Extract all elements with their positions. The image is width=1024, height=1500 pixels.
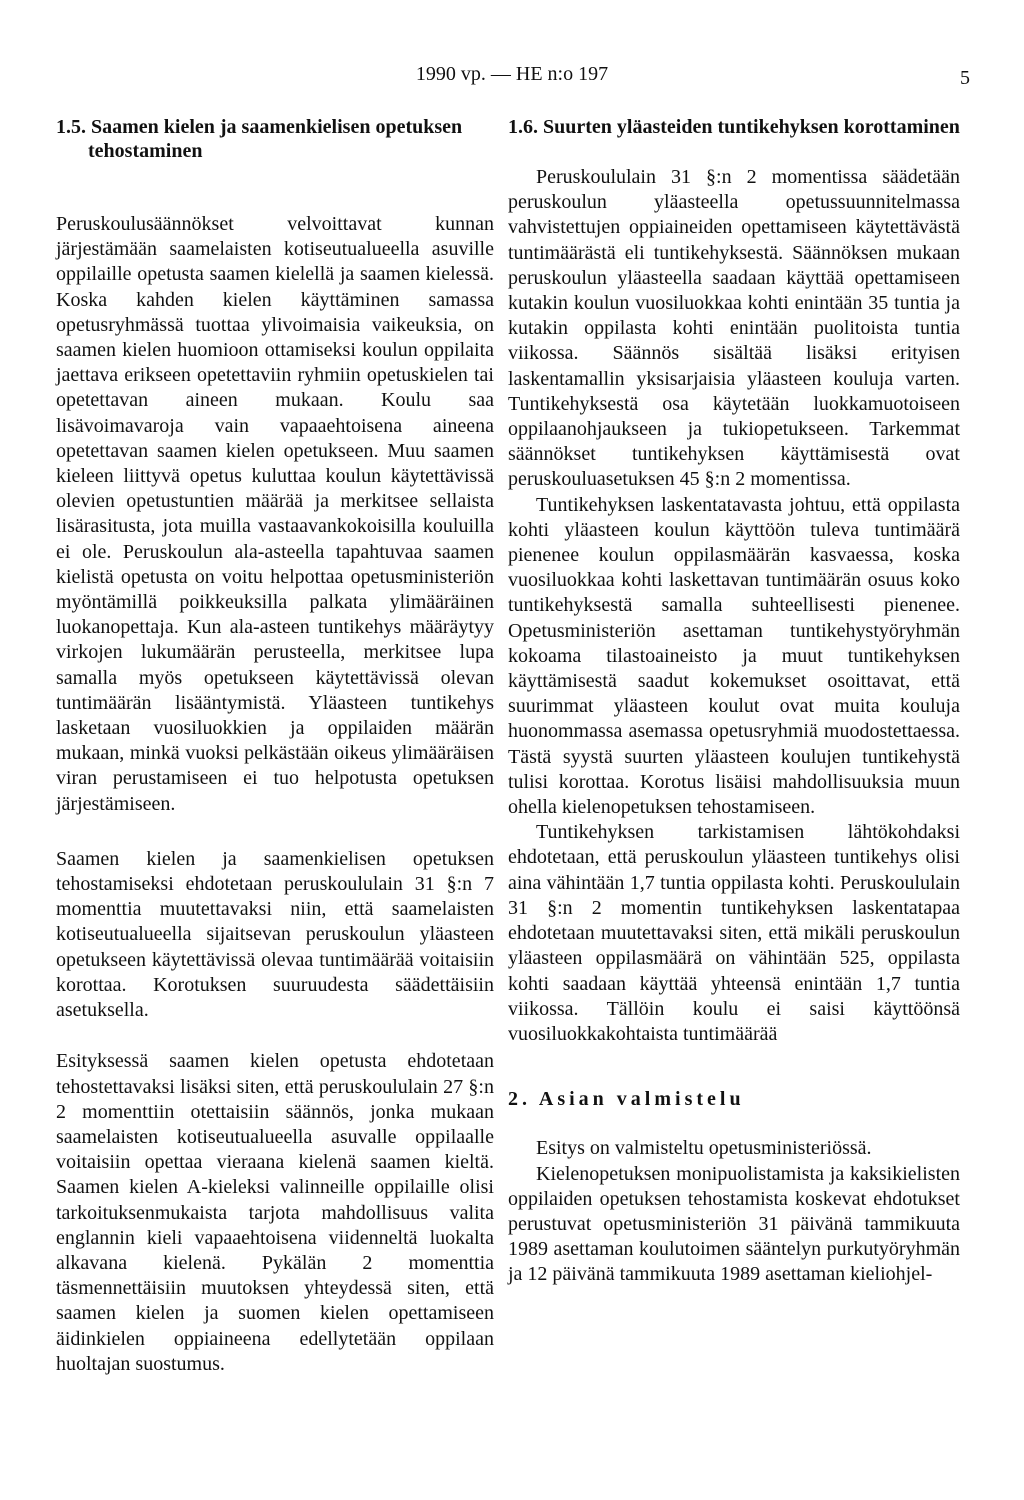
paragraph: Esityksessä saamen kielen opetusta ehdotetaan tehostettavaksi lisäksi siten, että peruskoululain 27 §:n 2 momenttiin otettaisiin säännös, jonka mukaan saamelaisten kotiseutualueella asuvalle oppilaalle voitaisiin opettaa vieraana kielenä saamen kieltä. Saamen kielen A-kieleksi valinneille oppilaille olisi tarkoituksenmukaista tarjota mahdollisuus valita englannin kieli vapaaehtoisena viidenneltä luokalta alkavana kielenä. Pykälän 2 momenttia täsmennettäisiin muutoksen yhteydessä siten, että saamen kielen ja suomen kielen opettamiseen äidinkielen oppiaineena edellytetään oppilaan huoltajan suostumus.: [56, 1050, 494, 1375]
paragraph: Esitys on valmisteltu opetusministeriössä.: [536, 1137, 872, 1160]
paragraph: Peruskoululain 31 §:n 2 momentissa säädetään peruskoulun yläasteella opetussuunnitelmassa vahvistettujen oppiaineiden opettamiseen käytettävästä tuntimäärästä eli tuntikehyksestä. Säännöksen mukaan peruskoulun yläasteella saadaan käyttää opettamiseen kutakin koulun vuosiluokkaa kohti enintään 35 tuntia ja kutakin oppilasta kohti enintään puolitoista tuntia viikossa. Säännös sisältää lisäksi erityisen laskentamallin yksisarjaisia yläasteen kouluja varten. Tuntikehyksestä osa käytetään luokkamuotoiseen oppilaanohjaukseen ja tukiopetukseen. Tarkemmat säännökset tuntikehyksen käyttämisestä ovat peruskouluasetuksen 45 §:n 2 momentissa.: [508, 166, 960, 491]
section-heading-1-5: 1.5. Saamen kielen ja saamenkielisen opetuksen tehostaminen: [56, 116, 463, 162]
page-header: [0, 63, 1024, 93]
page-number: 5: [960, 67, 970, 89]
paragraph: Saamen kielen ja saamenkielisen opetuksen tehostamiseksi ehdotetaan peruskoululain 31 §:n 7 momenttia muutettavaksi niin, että saamelaisten kotiseutualueella sijaitsevan peruskoulun yläasteen opetukseen käytettävissä olevaa tuntimäärää voitaisiin korottaa. Korotuksen suuruudesta säädettäisiin asetuksella.: [56, 847, 494, 1022]
paragraph: Tuntikehyksen laskentatavasta johtuu, että oppilasta kohti yläasteen koulun käyttöön tuleva tuntimäärä pienenee koulun oppilasmäärän kasvaessa, koska vuosiluokkaa kohti laskettavan tuntimäärän osuus koko tuntikehyksestä samalla suhteellisesti pienenee. Opetusministeriön asettaman tuntikehystyöryhmän kokoama tilastoaineisto ja muut tuntikehyksen käyttämisestä saadut kokemukset osoittavat, että suurimmat yläasteen koulut ovat muita kouluja huonommassa asemassa opetusryhmiä muodostettaessa. Tästä syystä suurten yläasteen koulujen tuntikehystä tulisi korottaa. Korotus lisäisi mahdollisuuksia muun ohella kielenopetuksen tehostamiseen.: [508, 493, 960, 819]
running-title: 1990 vp. — HE n:o 197: [415, 63, 609, 85]
paragraph: Peruskoulusäännökset velvoittavat kunnan järjestämään saamelaisten kotiseutualueella asuville oppilaille opetusta saamen kielellä ja saamen kielessä. Koska kahden kielen käyttäminen samassa opetusryhmässä tuottaa ylivoimaisia vaikeuksia, on saamen kielen huomioon ottamiseksi koulun oppilaita jaettava erikseen opetettaviin ryhmiin opetuskielen tai opetettavan aineen mukaan. Koulu saa lisävoimavaroja vain vapaaehtoisena aineena opetettavan saamen kielen opetukseen. Muu saamen kieleen liittyvä opetus kuluttaa koulun käytettävissä olevien opetustuntien määrää ja merkitsee sellaista lisärasitusta, jota muilla vastaavankokoisilla kouluilla ei ole. Peruskoulun ala-asteella tapahtuvaa saamen kielistä opetusta on voitu helpottaa opetusministeriön myöntämillä poikkeuksilla palkata ylimääräinen luokanopettaja. Kun ala-asteen tuntikehys määräytyy virkojen lukumäärän perusteella, merkitsee lupa samalla myös opetukseen käytettävissä olevan tuntimäärän lisääntymistä. Yläasteen tuntikehys lasketaan vuosiluokkien ja oppilaiden määrän mukaan, minkä vuoksi pelkästään oikeus ylimääräisen viran perustamiseen ei tuo helpotusta opetuksen järjestämiseen.: [56, 213, 494, 815]
section-heading-2: 2. Asian valmistelu: [508, 1088, 745, 1111]
paragraph: Kielenopetuksen monipuolistamista ja kaksikielisten oppilaiden opetuksen tehostamista koskevat ehdotukset perustuvat opetusministeriön 31 päivänä tammikuuta 1989 asettaman koulutoimen sääntelyn purkutyöryhmän ja 12 päivänä tammikuuta 1989 asettaman kieliohjel-: [508, 1162, 960, 1286]
right-column: [508, 115, 960, 1288]
left-column: [56, 115, 494, 1377]
section-heading-1-6: 1.6. Suurten yläasteiden tuntikehyksen korottaminen: [508, 116, 960, 138]
paragraph: Tuntikehyksen tarkistamisen lähtökohdaksi ehdotetaan, että peruskoulun yläasteen tuntikehys olisi aina vähintään 1,7 tuntia oppilasta kohti. Peruskoululain 31 §:n 2 momentin tuntikehyksen laskentatapaa ehdotetaan muutettavaksi siten, että mikäli peruskoulun yläasteen oppilasmäärä on vähintään 525, oppilasta kohti saadaan käyttää yhteensä enintään 1,7 tuntia viikossa. Tällöin koulu ei saisi käyttöönsä vuosiluokkakohtaista tuntimäärää: [508, 821, 960, 1045]
